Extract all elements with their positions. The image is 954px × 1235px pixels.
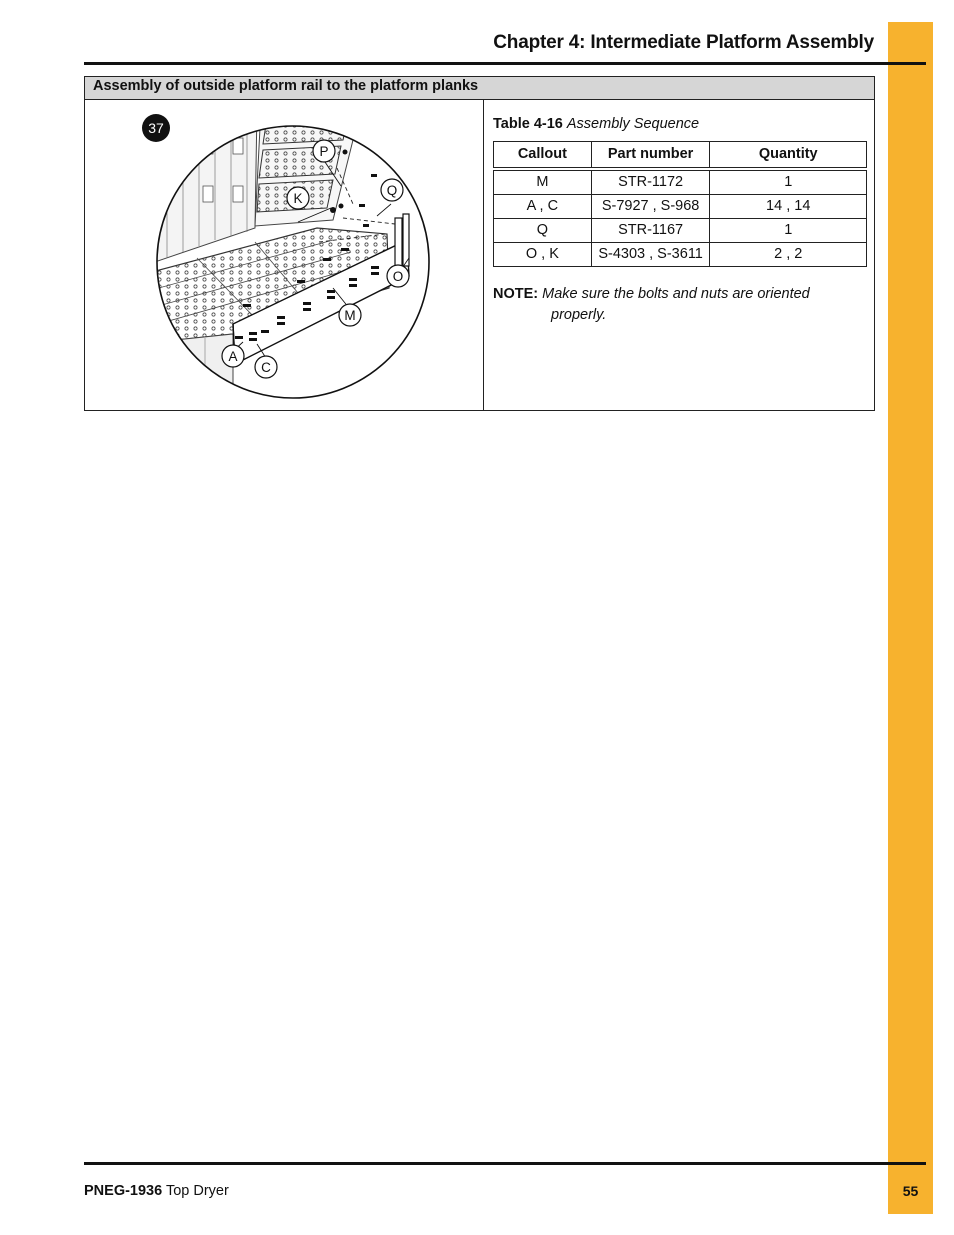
document-title: Top Dryer [165,1183,229,1199]
callout-c: C [261,360,271,375]
cell-part-number: S-7927 , S-968 [591,194,710,218]
table-header-row [494,142,867,169]
table-row [494,242,867,266]
column-header-callout: Callout [494,142,592,169]
column-header-part-number: Part number [591,142,710,169]
cell-quantity: 2 , 2 [710,242,867,266]
step-header: Assembly of outside platform rail to the platform planks [85,77,874,100]
table-row [494,169,867,195]
platform-detail-drawing [137,108,477,402]
cell-part-number: STR-1172 [591,169,710,195]
table-title: Assembly Sequence [566,116,700,132]
table-row [494,218,867,242]
step-info [493,116,868,326]
step-number: 37 [148,120,164,136]
table-row [494,194,867,218]
note-label: NOTE: [493,285,539,302]
cell-callout: Q [494,218,592,242]
cell-quantity: 1 [710,218,867,242]
callout-m: M [344,308,356,323]
cell-quantity: 1 [710,169,867,195]
callout-a: A [228,349,238,364]
step-body [85,100,874,410]
callout-o: O [392,269,404,284]
page-number: 55 [902,1183,919,1199]
note-text-line-1: Make sure the bolts and nuts are oriented [542,285,810,302]
callout-k: K [293,191,303,206]
chapter-title: Chapter 4: Intermediate Platform Assembly [493,32,874,53]
column-header-quantity: Quantity [710,142,867,169]
assembly-illustration [137,108,477,402]
column-divider [483,100,484,410]
cell-part-number: S-4303 , S-3611 [591,242,710,266]
cell-part-number: STR-1167 [591,218,710,242]
document-id [84,1183,229,1199]
cell-callout: O , K [494,242,592,266]
callout-q: Q [386,183,398,198]
header-rule [84,62,926,65]
assembly-note [493,284,868,326]
cell-callout: A , C [494,194,592,218]
table-label: Table 4-16 [493,116,563,132]
cell-callout: M [494,169,592,195]
chapter-color-tab [888,22,933,1214]
callout-p: P [319,144,329,159]
footer-rule [84,1162,926,1165]
cell-quantity: 14 , 14 [710,194,867,218]
note-text-line-2: properly. [551,306,607,323]
table-caption [493,116,868,132]
assembly-step-box [84,76,875,411]
document-number: PNEG-1936 [84,1183,163,1199]
assembly-sequence-table [493,141,867,267]
